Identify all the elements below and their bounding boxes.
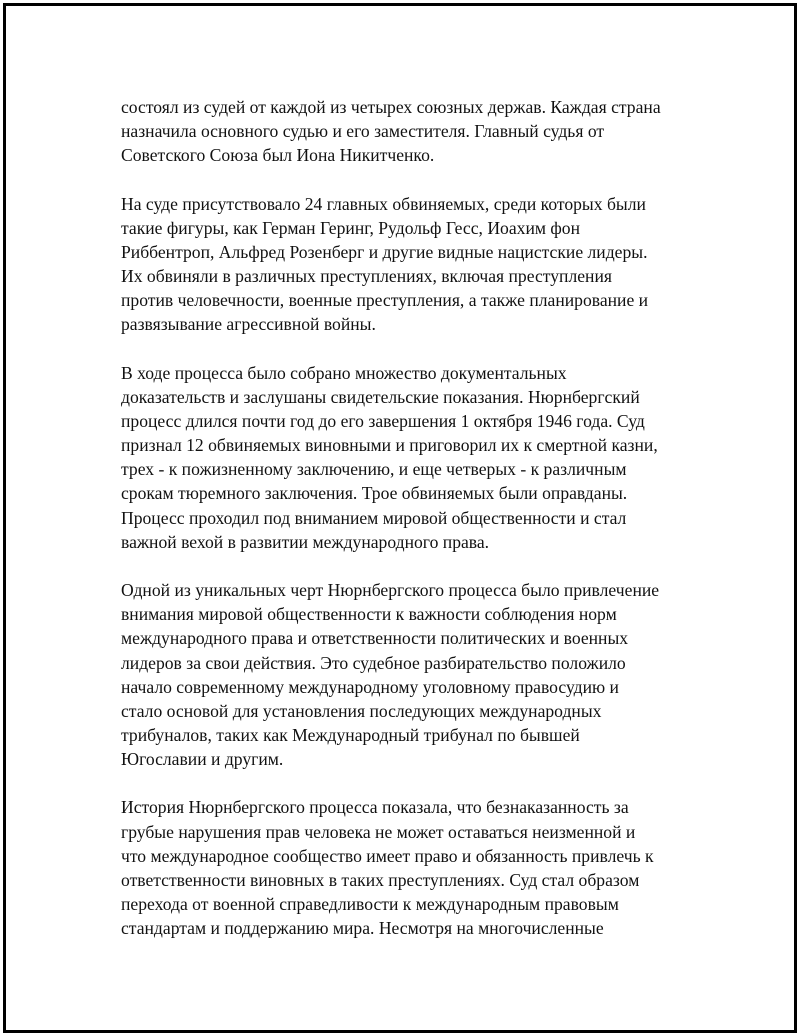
text-line: доказательств и заслушаны свидетельские показания. Нюрнбергский (121, 386, 640, 407)
text-line: Процесс проходил под вниманием мировой общественности и стал (121, 507, 627, 528)
text-line: международного права и ответственности политических и военных (121, 628, 629, 649)
text-line: процесс длился почти год до его завершения 1 октября 1946 года. Суд (121, 411, 645, 431)
paragraph (121, 795, 711, 940)
text-line: Советского Союза был Иона Никитченко. (121, 145, 435, 166)
text-line: развязывание агрессивной войны. (121, 314, 376, 335)
page-frame (3, 3, 797, 1033)
text-line: против человечности, военные преступления, а также планирование и (121, 290, 649, 311)
paragraph (121, 192, 711, 337)
text-line: Риббентроп, Альфред Розенберг и другие видные нацистские лидеры. (121, 241, 648, 262)
text-line: срокам тюремного заключения. Трое обвиняемых были оправданы. (121, 483, 628, 504)
text-line: Югославии и другим. (121, 749, 284, 770)
text-line: Их обвиняли в различных преступлениях, включая преступления (121, 266, 612, 287)
text-line: перехода от военной справедливости к международным правовым (121, 894, 619, 915)
text-line: состоял из судей от каждой из четырех союзных держав. Каждая страна (121, 97, 661, 117)
text-line: начало современному международному уголовному правосудию и (121, 676, 619, 697)
text-line: лидеров за свои действия. Это судебное разбирательство положило (121, 652, 626, 673)
text-line: признал 12 обвиняемых виновными и приговорил их к смертной казни, (121, 435, 658, 456)
paragraph (121, 361, 711, 554)
text-line: ответственности виновных в таких преступлениях. Суд стал образом (121, 869, 640, 890)
text-line: внимания мировой общественности к важности соблюдения норм (121, 604, 617, 625)
text-line: трибуналов, таких как Международный трибунал по бывшей (121, 725, 580, 746)
paragraph (121, 578, 711, 771)
text-line: грубые нарушения прав человека не может оставаться неизменной и (121, 821, 636, 842)
text-line: что международное сообщество имеет право и обязанность привлечь к (121, 845, 654, 866)
text-line: Одной из уникальных черт Нюрнбергского процесса было привлечение (121, 580, 660, 601)
text-line: трех - к пожизненному заключению, и еще четверых - к различным (121, 459, 627, 480)
text-line: важной вехой в развитии международного права. (121, 531, 490, 552)
paragraph (121, 95, 711, 167)
text-line: стандартам и поддержанию мира. Несмотря на многочисленные (121, 918, 604, 939)
text-line: назначила основного судью и его заместителя. Главный судья от (121, 121, 605, 142)
text-line: такие фигуры, как Герман Геринг, Рудольф Гесс, Иоахим фон (121, 217, 581, 238)
text-line: стало основой для установления последующих международных (121, 700, 602, 721)
text-line: В ходе процесса было собрано множество документальных (121, 362, 567, 383)
text-line: История Нюрнбергского процесса показала, что безнаказанность за (121, 797, 629, 818)
text-line: На суде присутствовало 24 главных обвиняемых, среди которых были (121, 193, 646, 214)
document-body (121, 95, 711, 965)
